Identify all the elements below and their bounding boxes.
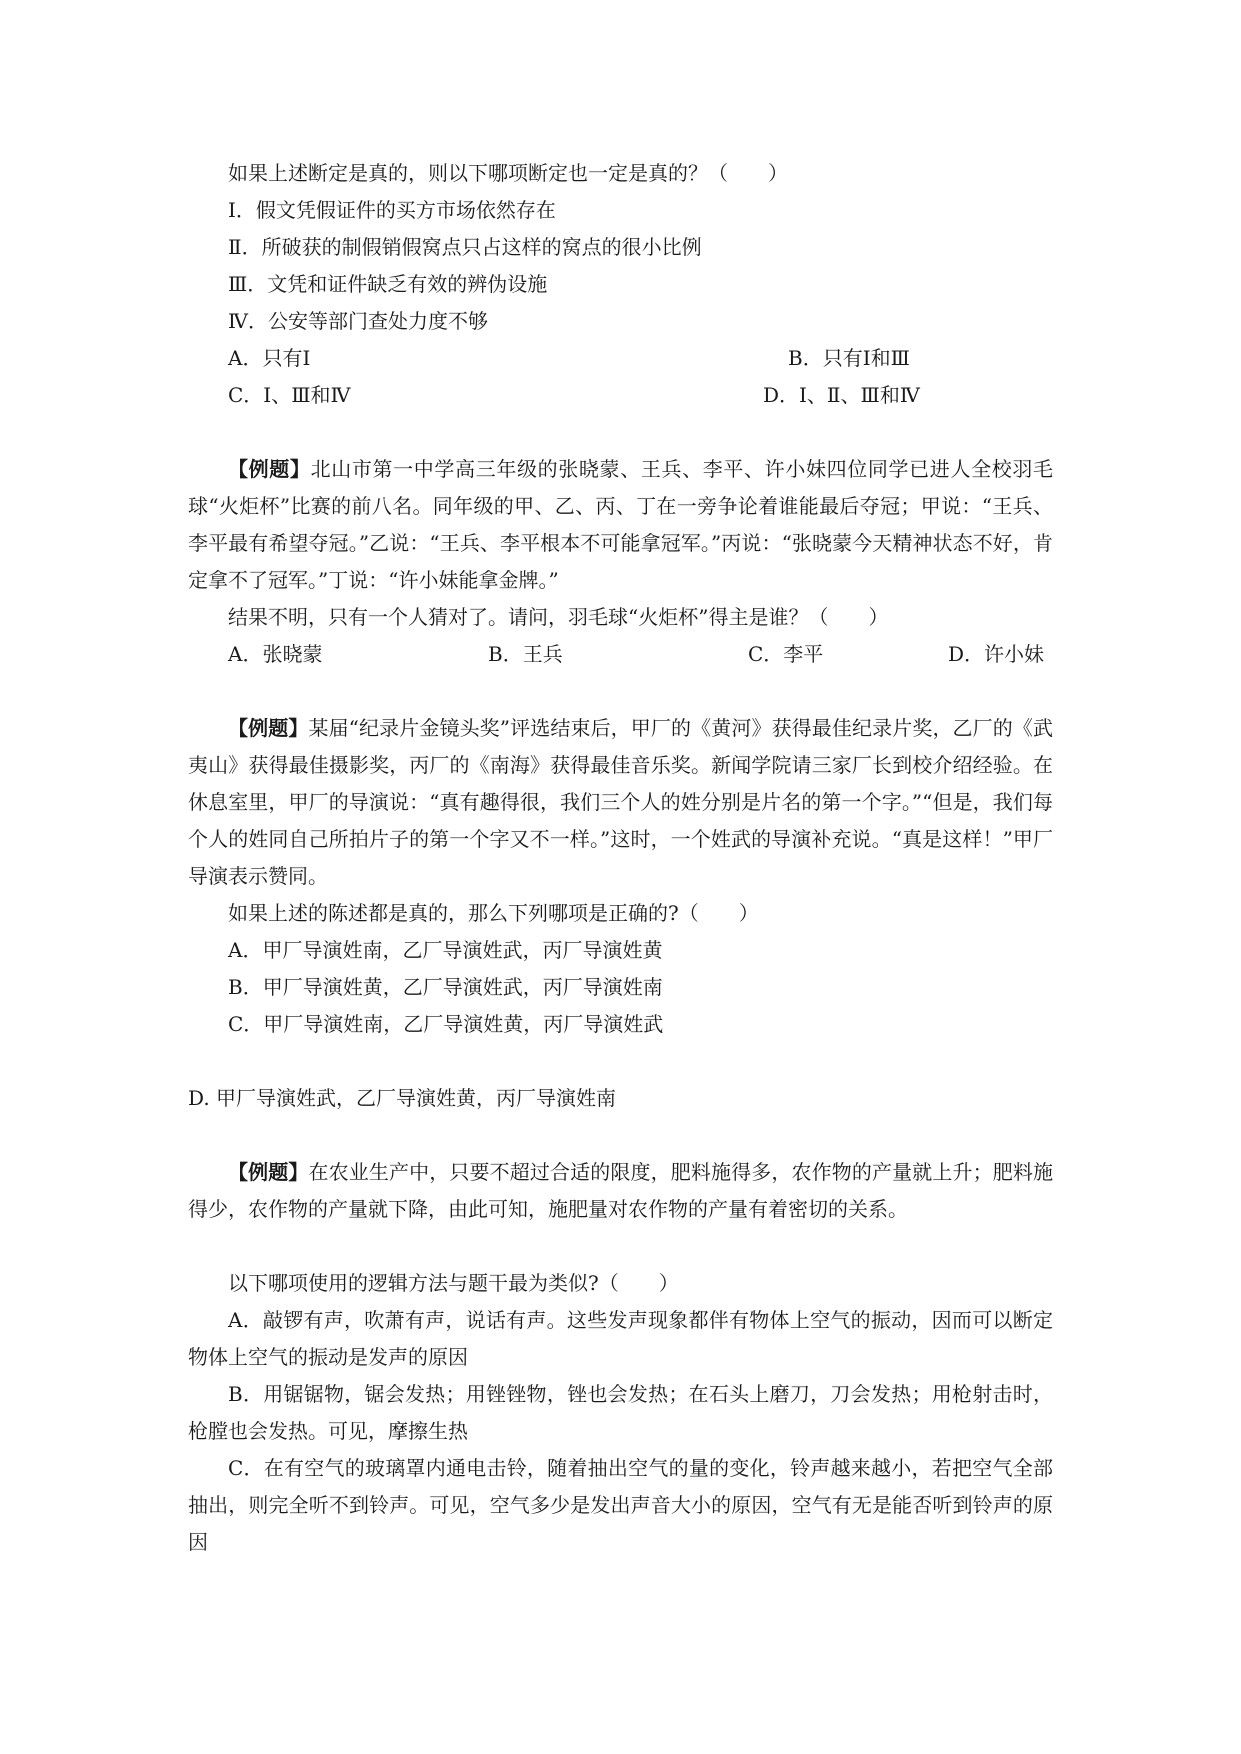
q1-option-b: B．只有Ⅰ和Ⅲ [788, 346, 910, 370]
q4-option-a: A．敲锣有声，吹萧有声，说话有声。这些发声现象都伴有物体上空气的振动，因而可以断定物体上空气的振动是发声的原因 [188, 1308, 1053, 1369]
q3-option-a: A．甲厂导演姓南，乙厂导演姓武，丙厂导演姓黄 [228, 938, 663, 962]
q4-option-c: C．在有空气的玻璃罩内通电击铃，随着抽出空气的量的变化，铃声越来越小，若把空气全部抽出，则完全听不到铃声。可见，空气多少是发出声音大小的原因，空气有无是能否听到铃声的原因 [188, 1456, 1053, 1554]
q3-stem-text: 某届“纪录片金镜头奖”评选结束后，甲厂的《黄河》获得最佳纪录片奖，乙厂的《武夷山》获得最佳摄影奖，丙厂的《南海》获得最佳音乐奖。新闻学院请三家厂长到校介绍经验。在休息室里，甲厂的导演说：“真有趣得很，我们三个人的姓分别是片名的第一个字。”“但是，我们每个人的姓同自己所拍片子的第一个字又不一样。”这时，一个姓武的导演补充说。“真是这样！”甲厂导演表示赞同。 [188, 716, 1054, 888]
q1-question: 如果上述断定是真的，则以下哪项断定也一定是真的？（ ） [228, 161, 788, 185]
q4-stem-text: 在农业生产中，只要不超过合适的限度，肥料施得多，农作物的产量就上升；肥料施得少，农作物的产量就下降，由此可知，施肥量对农作物的产量有着密切的关系。 [188, 1160, 1053, 1221]
q1-options-row-2 [188, 377, 1053, 414]
q4-tag: 【例题】 [228, 1160, 309, 1184]
q2-option-b: B．王兵 [488, 642, 563, 666]
q1-statement-2: Ⅱ．所破获的制假销假窝点只占这样的窝点的很小比例 [228, 235, 702, 259]
spacer [188, 1043, 1053, 1080]
q2-options [188, 636, 1053, 673]
q4-option-b: B．用锯锯物，锯会发热；用锉锉物，锉也会发热；在石头上磨刀，刀会发热；用枪射击时，枪膛也会发热。可见，摩擦生热 [188, 1382, 1053, 1443]
q1-options-row-1 [188, 340, 1053, 377]
q3-option-d: D. 甲厂导演姓武，乙厂导演姓黄，丙厂导演姓南 [188, 1086, 617, 1110]
q2-option-a: A．张晓蒙 [228, 642, 323, 666]
q4-stem [188, 1154, 1053, 1228]
spacer [188, 1117, 1053, 1154]
q3-tag: 【例题】 [228, 716, 309, 740]
q1-statement-1: Ⅰ．假文凭假证件的买方市场依然存在 [228, 198, 556, 222]
q3-question: 如果上述的陈述都是真的，那么下列哪项是正确的?（ ） [228, 901, 759, 925]
q2-question: 结果不明，只有一个人猜对了。请问，羽毛球“火炬杯”得主是谁？（ ） [228, 605, 889, 629]
spacer [188, 414, 1053, 451]
q1-statement-3: Ⅲ．文凭和证件缺乏有效的辨伪设施 [228, 272, 548, 296]
q1-option-d: D．Ⅰ、Ⅱ、Ⅲ和Ⅳ [763, 383, 920, 407]
q3-option-b: B．甲厂导演姓黄，乙厂导演姓武，丙厂导演姓南 [228, 975, 663, 999]
q2-stem-text: 北山市第一中学高三年级的张晓蒙、王兵、李平、许小妹四位同学已进人全校羽毛球“火炬杯”比赛的前八名。同年级的甲、乙、丙、丁在一旁争论着谁能最后夺冠；甲说：“王兵、李平最有希望夺冠。”乙说：“王兵、李平根本不可能拿冠军。”丙说：“张晓蒙今天精神状态不好，肯定拿不了冠军。”丁说：“许小妹能拿金牌。” [188, 457, 1054, 592]
spacer [188, 673, 1053, 710]
q2-option-d: D．许小妹 [948, 642, 1045, 666]
q1-option-c: C．Ⅰ、Ⅲ和Ⅳ [228, 383, 351, 407]
q4-question: 以下哪项使用的逻辑方法与题干最为类似?（ ） [228, 1271, 679, 1295]
q2-option-c: C．李平 [748, 642, 824, 666]
q2-stem [188, 451, 1053, 599]
q1-statement-4: Ⅳ．公安等部门查处力度不够 [228, 309, 488, 333]
spacer [188, 1228, 1053, 1265]
document-page [188, 155, 1053, 1561]
q3-stem [188, 710, 1053, 895]
q1-option-a: A．只有Ⅰ [228, 346, 311, 370]
q3-option-c: C．甲厂导演姓南，乙厂导演姓黄，丙厂导演姓武 [228, 1012, 664, 1036]
q2-tag: 【例题】 [228, 457, 311, 481]
